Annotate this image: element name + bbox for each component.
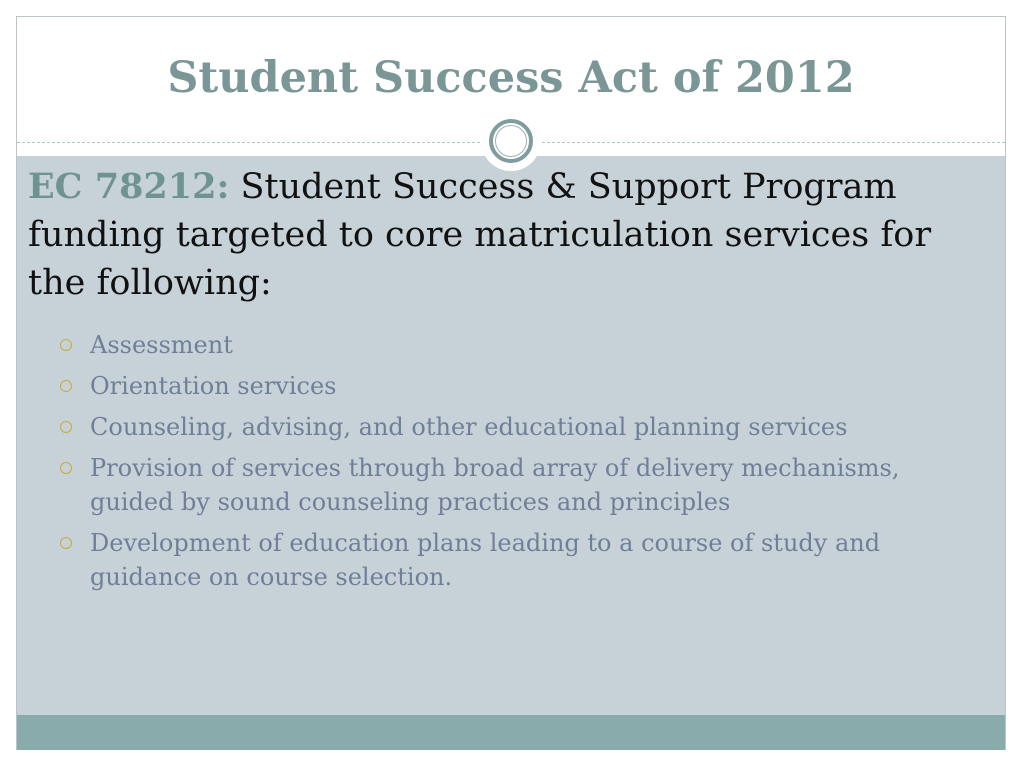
intro-text: Student Success & Support Program funding targeted to core matriculation services for the following: bbox=[28, 167, 932, 303]
bullet-item-orientation bbox=[58, 369, 958, 403]
circle-bullet-icon bbox=[60, 462, 72, 474]
bullet-item-provision bbox=[58, 451, 958, 519]
circle-bullet-icon bbox=[60, 537, 72, 549]
bullet-text: Orientation services bbox=[90, 372, 337, 400]
bullet-text: Provision of services through broad array of delivery mechanisms, guided by sound counseling practices and principles bbox=[90, 454, 900, 516]
slide-title: Student Success Act of 2012 bbox=[167, 53, 855, 103]
ec-code-label: EC 78212: bbox=[28, 166, 230, 207]
circle-bullet-icon bbox=[60, 421, 72, 433]
bullet-item-development bbox=[58, 526, 958, 594]
bullet-item-counseling bbox=[58, 410, 958, 444]
circle-bullet-icon bbox=[60, 380, 72, 392]
bullet-text: Counseling, advising, and other educational planning services bbox=[90, 413, 848, 441]
bullet-text: Assessment bbox=[90, 331, 233, 359]
footer-band bbox=[17, 715, 1005, 750]
intro-paragraph bbox=[28, 163, 948, 307]
bullet-list bbox=[58, 328, 958, 601]
bullet-text: Development of education plans leading to a course of study and guidance on course selection. bbox=[90, 529, 881, 591]
bullet-item-assessment bbox=[58, 328, 958, 362]
circle-bullet-icon bbox=[60, 339, 72, 351]
circle-ornament-inner bbox=[495, 125, 527, 157]
